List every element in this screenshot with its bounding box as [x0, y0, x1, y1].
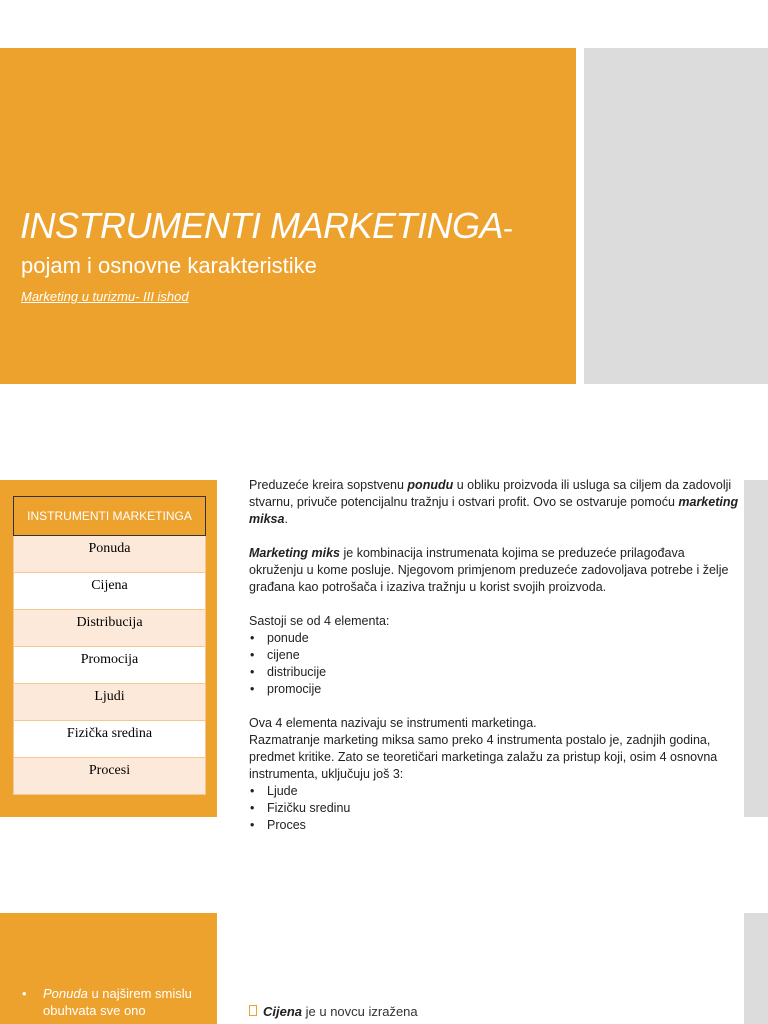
emphasis-marketing-miksa: marketing miksa	[249, 495, 739, 526]
bullet-icon: •	[22, 986, 27, 1001]
slide-title-text: INSTRUMENTI MARKETINGA	[20, 205, 504, 246]
list-item: • Proces	[249, 817, 741, 834]
list-item: • Ljude	[249, 783, 741, 800]
table-row	[14, 721, 206, 758]
table-row	[14, 610, 206, 647]
list-item: • Fizičku sredinu	[249, 800, 741, 817]
text-run: je u novcu izražena	[302, 1004, 418, 1019]
instruments-table	[13, 496, 206, 795]
paragraph-marketing-mix	[249, 545, 741, 596]
slide-subtitle: pojam i osnovne karakteristike	[21, 253, 317, 278]
table-cell: Fizička sredina	[14, 721, 206, 758]
table-slide-grey-panel	[744, 480, 768, 817]
table-row	[14, 684, 206, 721]
emphasis-marketing-miks: Marketing miks	[249, 546, 341, 560]
paragraph-offer	[249, 477, 741, 528]
course-link[interactable]: Marketing u turizmu- III ishod	[21, 289, 189, 304]
list-item: • distribucije	[249, 664, 741, 681]
slide-title-dash: -	[503, 212, 513, 245]
emphasis-cijena: Cijena	[263, 1004, 303, 1019]
table-cell: Distribucija	[14, 610, 206, 647]
text-run: Preduzeće kreira sopstvenu	[249, 478, 408, 492]
table-cell: Procesi	[14, 758, 206, 795]
list-item: • ponude	[249, 630, 741, 647]
emphasis-ponuda: Ponuda	[43, 986, 88, 1001]
paragraph-critique: Razmatranje marketing miksa samo preko 4 instrumenta postalo je, zadnjih godina, predmet kritike. Zato se teoretičari marketinga zalažu za pristup koji, osim 4 osnovna instrumenta, uključuju još 3:	[249, 733, 718, 781]
table-cell: Promocija	[14, 647, 206, 684]
table-row	[14, 647, 206, 684]
title-slide-grey-panel	[584, 48, 768, 384]
list-item: • promocije	[249, 681, 741, 698]
emphasis-ponudu: ponudu	[407, 478, 454, 492]
square-bullet-icon	[249, 1005, 257, 1016]
text-run: u najširem smislu obuhvata sve ono	[43, 986, 192, 1018]
text-run: .	[284, 512, 288, 526]
table-row	[14, 573, 206, 610]
text-run: je kombinacija instrumenata kojima se preduzeće prilagođava okruženju u kome posluje. Njegovom primjenom preduzeće zadovoljava potrebe i želje građana kao potrošača i izaziva tražnju u korist svojih proizvoda.	[249, 546, 729, 594]
offer-slide-grey-panel	[744, 913, 768, 1024]
list-item: • cijene	[249, 647, 741, 664]
slide-body-text	[249, 477, 741, 834]
offer-bullet	[22, 985, 207, 1019]
table-row	[14, 758, 206, 795]
table-header: INSTRUMENTI MARKETINGA	[14, 497, 206, 536]
paragraph-instruments-name: Ova 4 elementa nazivaju se instrumenti marketinga.	[249, 716, 537, 730]
elements-list	[249, 630, 741, 698]
table-cell: Cijena	[14, 573, 206, 610]
paragraph-elements-intro: Sastoji se od 4 elementa:	[249, 614, 390, 628]
table-cell: Ponuda	[14, 536, 206, 573]
table-cell: Ljudi	[14, 684, 206, 721]
slide-title	[20, 205, 513, 247]
table-row	[14, 536, 206, 573]
extra-elements-list	[249, 783, 741, 834]
price-line	[249, 1004, 418, 1019]
text-run: u obliku proizvoda ili usluga sa ciljem da zadovolji stvarnu, privuče potencijalnu tražnju i ostvari profit. Ovo se ostvaruje pomoću	[249, 478, 732, 509]
